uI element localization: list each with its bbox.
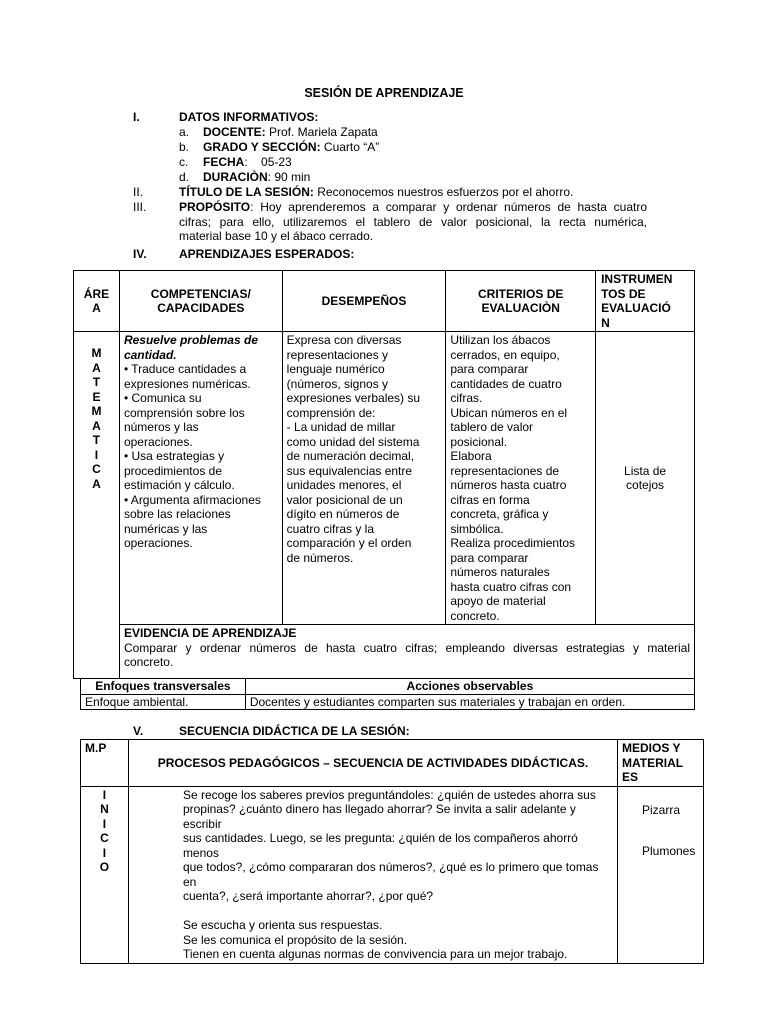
- purpose-paragraph: PROPÓSITO: Hoy aprenderemos a comparar y ordenar números de hasta cuatro cifras; para ello, utilizaremos el tablero de valor posicional, la recta numérica, material base 10 y el ábaco cerrado.: [179, 200, 647, 243]
- sequence-table: [80, 739, 704, 964]
- section-3-number: III.: [133, 200, 147, 214]
- evidencia-row: [74, 625, 695, 679]
- header-instrumentos: INSTRUMEN TOS DE EVALUACIÓ N: [596, 271, 695, 332]
- acciones-value: Docentes y estudiantes comparten sus materiales y trabajan en orden.: [245, 694, 694, 710]
- header-medios: MEDIOS Y MATERIAL ES: [617, 740, 703, 787]
- info-item-grado: b. GRADO Y SECCIÓN: Cuarto “A”: [179, 140, 380, 154]
- page-title: SESIÓN DE APRENDIZAJE: [304, 86, 464, 100]
- info-item-duracion: d. DURACIÒN: 90 min: [179, 170, 311, 184]
- learning-table: [73, 270, 695, 679]
- info-item-fecha: c. FECHA: 05-23: [179, 155, 292, 169]
- mp-vertical-label: I N I C I O: [81, 786, 129, 963]
- section-5-number: V.: [133, 724, 144, 738]
- desempenos-cell: Expresa con diversas representaciones y lenguaje numérico (números, signos y expresiones verbales) su comprensión de: - La unidad de millar como unidad del sistema de numeración decimal, sus equivalencias entre unidades menores, el valor posicional de un dígito en números de cuatro cifras y la comparación y el orden de números.: [282, 332, 446, 625]
- area-vertical-label: M A T E M A T I C A: [74, 332, 120, 679]
- section-2-number: II.: [133, 185, 144, 199]
- header-procesos: PROCESOS PEDAGÓGICOS – SECUENCIA DE ACTIVIDADES DIDÁCTICAS.: [128, 740, 617, 787]
- section-5-heading: SECUENCIA DIDÁCTICA DE LA SESIÓN:: [179, 724, 410, 738]
- enfoques-row: [81, 694, 695, 710]
- evidencia-cell: EVIDENCIA DE APRENDIZAJE Comparar y ordenar números de hasta cuatro cifras; empleando diversas estrategias y material concreto.: [119, 625, 694, 679]
- section-1-heading: DATOS INFORMATIVOS:: [179, 110, 319, 124]
- enfoques-table: [80, 678, 695, 710]
- section-4-number: IV.: [133, 247, 147, 261]
- enfoque-value: Enfoque ambiental.: [81, 694, 246, 710]
- learning-table-row: [74, 332, 695, 625]
- section-1-number: I.: [133, 110, 140, 124]
- criterios-cell: Utilizan los ábacos cerrados, en equipo, para comparar cantidades de cuatro cifras. Ubican números en el tablero de valor posicional. Elabora representaciones de números hasta cuatro cifras en forma concreta, gráfica y simbólica. Realiza procedimientos para comparar números naturales hasta cuatro cifras con apoyo de material concreto.: [446, 332, 596, 625]
- competencias-cell: Resuelve problemas de cantidad. • Traduce cantidades a expresiones numéricas. • Comunica su comprensión sobre los números y las operaciones. • Usa estrategias y procedimientos de estimación y cálculo. • Argumenta afirmaciones sobre las relaciones numéricas y las operaciones.: [119, 332, 282, 625]
- session-title: TÍTULO DE LA SESIÓN: Reconocemos nuestros esfuerzos por el ahorro.: [179, 185, 574, 199]
- materials-cell: Pizarra Plumones: [617, 786, 703, 963]
- section-4-heading: APRENDIZAJES ESPERADOS:: [179, 247, 355, 261]
- instrumentos-cell: Lista de cotejos: [596, 332, 695, 625]
- enfoques-header: [81, 679, 695, 695]
- header-acciones: Acciones observables: [245, 679, 694, 695]
- learning-table-header: [74, 271, 695, 332]
- activities-cell: Se recoge los saberes previos preguntándoles: ¿quién de ustedes ahorra sus propinas? ¿cuánto dinero has llegado ahorrar? Se invita a salir adelante y escribir sus cantidades. Luego, se les pregunta: ¿quién de los compañeros ahorró menos que todos?, ¿cómo compararan dos números?, ¿qué es lo primero que tomas en cuenta?, ¿será importante ahorrar?, ¿por qué? Se escucha y orienta sus respuestas. Se les comunica el propósito de la sesión. Tienen en cuenta algunas normas de convivencia para un mejor trabajo.: [128, 786, 617, 963]
- header-mp: M.P: [81, 740, 129, 787]
- header-competencias: COMPETENCIAS/ CAPACIDADES: [119, 271, 282, 332]
- header-criterios: CRITERIOS DE EVALUACIÒN: [446, 271, 596, 332]
- info-item-docente: a. DOCENTE: Prof. Mariela Zapata: [179, 125, 378, 139]
- header-enfoques: Enfoques transversales: [81, 679, 246, 695]
- sequence-row-inicio: [81, 786, 704, 963]
- header-area: ÁRE A: [74, 271, 120, 332]
- header-desempenos: DESEMPEÑOS: [282, 271, 446, 332]
- sequence-header: [81, 740, 704, 787]
